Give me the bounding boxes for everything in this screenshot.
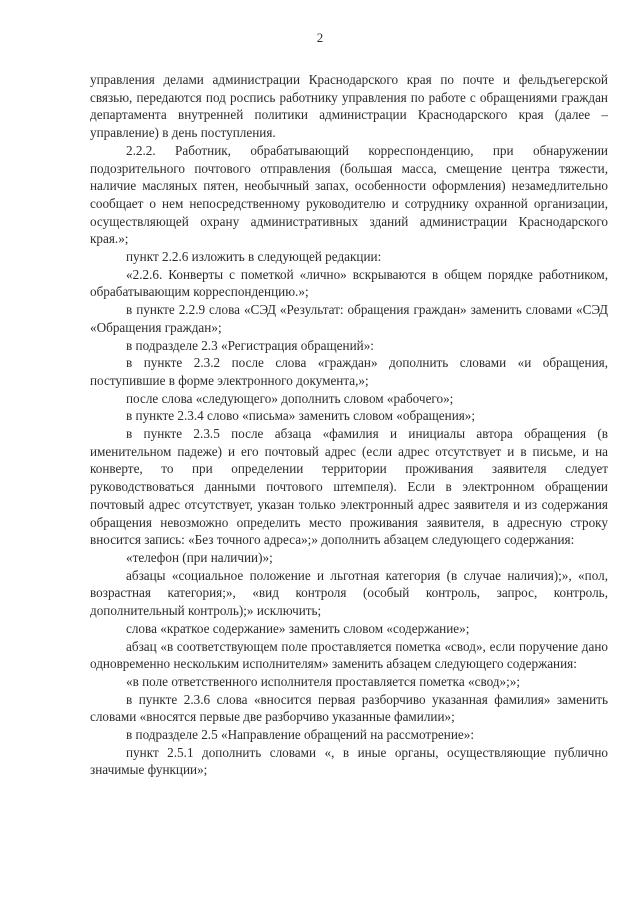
paragraph: «в поле ответственного исполнителя проставляется пометка «свод»;»;	[126, 673, 521, 689]
paragraph: в пункте 2.3.2 после слова «граждан» дополнить словами «и обращения, поступившие в форме электронного документа,»;	[90, 355, 608, 388]
paragraph: в подразделе 2.5 «Направление обращений на рассмотрение»:	[126, 727, 474, 743]
paragraph: в пункте 2.3.4 слово «письма» заменить словом «обращения»;	[126, 408, 476, 424]
paragraph: в подразделе 2.3 «Регистрация обращений»:	[126, 337, 374, 353]
paragraph: абзац «в соответствующем поле проставляется пометка «свод», если поручение дано одновременно нескольким исполнителям» заменить абзацем следующего содержания:	[90, 638, 608, 672]
paragraph: после слова «следующего» дополнить словом «рабочего»;	[126, 390, 454, 406]
paragraph: 2.2.2. Работник, обрабатывающий корреспонденцию, при обнаружении подозрительного почтового отправления (большая масса, смещение центра тяжести, наличие масляных пятен, необычный запах, особенности оформления) незамедлительно сообщает о нем непосредственному руководителю и сотруднику охранной организации, осуществляющей охрану административных зданий администрации Краснодарского края.»;	[90, 142, 608, 247]
paragraph: пункт 2.5.1 дополнить словами «, в иные органы, осуществляющие публично значимые функции»;	[90, 744, 608, 778]
paragraph: «2.2.6. Конверты с пометкой «лично» вскрываются в общем порядке работником, обрабатывающим корреспонденцию.»;	[90, 266, 608, 300]
paragraph: в пункте 2.2.9 слова «СЭД «Результат: обращения граждан» заменить словами «СЭД «Обращения граждан»;	[90, 302, 608, 335]
paragraph: пункт 2.2.6 изложить в следующей редакции:	[126, 249, 382, 265]
paragraph: слова «краткое содержание» заменить словом «содержание»;	[126, 620, 470, 636]
document-body	[90, 71, 608, 779]
page-number: 2	[316, 30, 324, 45]
paragraph: управления делами администрации Краснодарского края по почте и фельдъегерской связью, передаются под роспись работнику управления по работе с обращениями граждан департамента внутренней политики администрации Краснодарского края (далее – управление) в день поступления.	[90, 72, 608, 141]
paragraph: «телефон (при наличии)»;	[126, 549, 273, 565]
paragraph: в пункте 2.3.6 слова «вносится первая разборчиво указанная фамилия» заменить словами «вносятся первые две разборчиво указанные фамилии»;	[90, 691, 608, 725]
paragraph: в пункте 2.3.5 после абзаца «фамилия и инициалы автора обращения (в именительном падеже) и его почтовый адрес (если адрес отсутствует и в письме, и на конверте, то при определении территории проживания заявителя следует руководствоваться данными почтового штемпеля). Если в электронном обращении почтовый адрес отсутствует, указан только электронный адрес заявителя и из содержания обращения невозможно определить место проживания заявителя, в адресную строку вносится запись: «Без точного адреса»;» дополнить абзацем следующего содержания:	[90, 426, 608, 548]
paragraph: абзацы «социальное положение и льготная категория (в случае наличия);», «пол, возрастная категория;», «вид контроля (особый контроль, запрос, контроль, дополнительный контроль);» исключить;	[90, 567, 608, 619]
